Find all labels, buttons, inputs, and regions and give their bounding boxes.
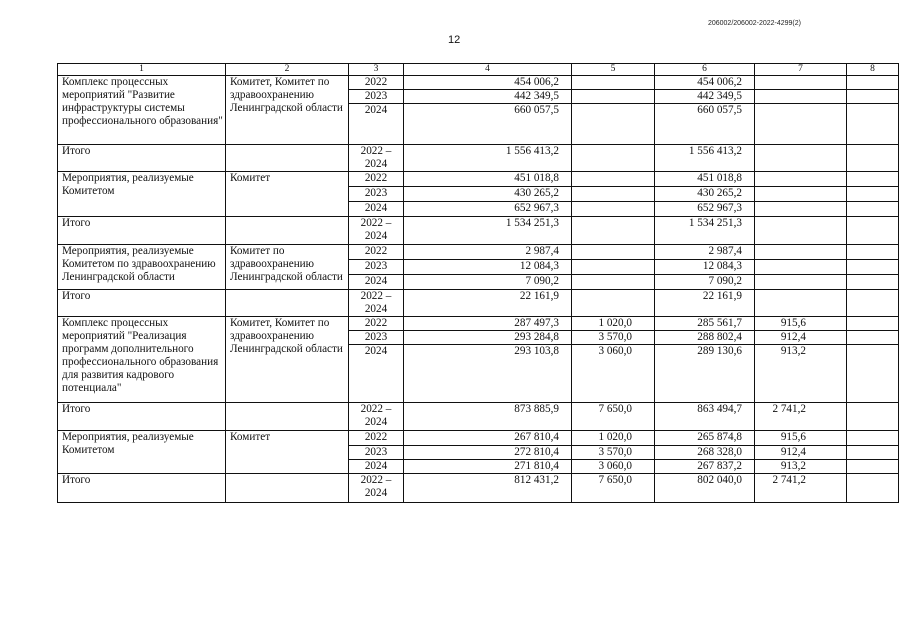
column-6-amount-cell: 2 987,4 — [655, 245, 755, 260]
total-amount-cell: 430 265,2 — [404, 187, 572, 202]
column-8-amount-cell — [847, 403, 899, 431]
total-amount-cell: 12 084,3 — [404, 260, 572, 275]
column-6-amount-cell: 285 561,7 — [655, 317, 755, 331]
total-label-cell: Итого — [58, 474, 226, 503]
year-cell: 2023 — [349, 187, 404, 202]
total-amount-cell: 271 810,4 — [404, 460, 572, 474]
budget-table — [57, 63, 899, 503]
total-amount-cell: 1 556 413,2 — [404, 145, 572, 172]
column-8-amount-cell — [847, 187, 899, 202]
period-cell: 2022 – 2024 — [349, 217, 404, 245]
column-8-amount-cell — [847, 245, 899, 260]
column-8-amount-cell — [847, 90, 899, 104]
column-7-amount-cell — [755, 90, 847, 104]
column-8-amount-cell — [847, 217, 899, 245]
column-5-amount-cell — [572, 187, 655, 202]
year-cell: 2022 — [349, 317, 404, 331]
column-5-amount-cell — [572, 245, 655, 260]
column-header: 8 — [847, 64, 899, 76]
column-6-amount-cell: 22 161,9 — [655, 290, 755, 317]
column-7-amount-cell — [755, 172, 847, 187]
column-7-amount-cell: 912,4 — [755, 331, 847, 345]
year-cell: 2024 — [349, 345, 404, 403]
executor-cell: Комитет — [226, 172, 349, 217]
empty-executor-cell — [226, 403, 349, 431]
column-5-amount-cell: 7 650,0 — [572, 474, 655, 503]
year-cell: 2022 — [349, 76, 404, 90]
period-cell: 2022 – 2024 — [349, 145, 404, 172]
empty-executor-cell — [226, 474, 349, 503]
year-cell: 2022 — [349, 245, 404, 260]
total-amount-cell: 267 810,4 — [404, 431, 572, 446]
column-7-amount-cell — [755, 76, 847, 90]
column-8-amount-cell — [847, 290, 899, 317]
column-6-amount-cell: 454 006,2 — [655, 76, 755, 90]
column-6-amount-cell: 1 534 251,3 — [655, 217, 755, 245]
column-5-amount-cell: 3 570,0 — [572, 446, 655, 460]
column-7-amount-cell — [755, 104, 847, 145]
total-label-cell: Итого — [58, 145, 226, 172]
column-number-row — [58, 64, 899, 76]
column-6-amount-cell: 442 349,5 — [655, 90, 755, 104]
total-amount-cell: 652 967,3 — [404, 202, 572, 217]
column-7-amount-cell — [755, 245, 847, 260]
column-8-amount-cell — [847, 474, 899, 503]
total-amount-cell: 22 161,9 — [404, 290, 572, 317]
total-amount-cell: 1 534 251,3 — [404, 217, 572, 245]
year-cell: 2024 — [349, 104, 404, 145]
total-label-cell: Итого — [58, 217, 226, 245]
total-amount-cell: 287 497,3 — [404, 317, 572, 331]
executor-cell: Комитет по здравоохранению Ленинградской области — [226, 245, 349, 290]
total-amount-cell: 293 284,8 — [404, 331, 572, 345]
column-5-amount-cell — [572, 76, 655, 90]
column-5-amount-cell — [572, 145, 655, 172]
column-header: 7 — [755, 64, 847, 76]
column-6-amount-cell: 1 556 413,2 — [655, 145, 755, 172]
year-cell: 2023 — [349, 90, 404, 104]
column-6-amount-cell: 265 874,8 — [655, 431, 755, 446]
total-row — [58, 145, 899, 172]
column-header: 4 — [404, 64, 572, 76]
column-6-amount-cell: 12 084,3 — [655, 260, 755, 275]
column-6-amount-cell: 652 967,3 — [655, 202, 755, 217]
total-amount-cell: 2 987,4 — [404, 245, 572, 260]
column-header: 3 — [349, 64, 404, 76]
total-amount-cell: 272 810,4 — [404, 446, 572, 460]
empty-executor-cell — [226, 290, 349, 317]
total-amount-cell: 660 057,5 — [404, 104, 572, 145]
year-row — [58, 317, 899, 331]
executor-cell: Комитет, Комитет по здравоохранению Ленинградской области — [226, 317, 349, 403]
column-8-amount-cell — [847, 431, 899, 446]
column-5-amount-cell — [572, 275, 655, 290]
column-header: 2 — [226, 64, 349, 76]
executor-cell: Комитет — [226, 431, 349, 474]
column-7-amount-cell — [755, 217, 847, 245]
column-7-amount-cell: 913,2 — [755, 345, 847, 403]
column-8-amount-cell — [847, 345, 899, 403]
column-8-amount-cell — [847, 317, 899, 331]
column-5-amount-cell — [572, 104, 655, 145]
column-5-amount-cell — [572, 260, 655, 275]
column-8-amount-cell — [847, 145, 899, 172]
column-8-amount-cell — [847, 202, 899, 217]
column-8-amount-cell — [847, 76, 899, 90]
column-header: 1 — [58, 64, 226, 76]
period-cell: 2022 – 2024 — [349, 474, 404, 503]
column-6-amount-cell: 267 837,2 — [655, 460, 755, 474]
page-number: 12 — [448, 34, 461, 46]
year-cell: 2024 — [349, 460, 404, 474]
column-5-amount-cell: 7 650,0 — [572, 403, 655, 431]
executor-cell: Комитет, Комитет по здравоохранению Ленинградской области — [226, 76, 349, 145]
column-5-amount-cell: 1 020,0 — [572, 317, 655, 331]
column-6-amount-cell: 268 328,0 — [655, 446, 755, 460]
column-7-amount-cell: 912,4 — [755, 446, 847, 460]
column-5-amount-cell: 3 060,0 — [572, 345, 655, 403]
program-name-cell: Мероприятия, реализуемые Комитетом — [58, 172, 226, 217]
year-cell: 2022 — [349, 431, 404, 446]
year-row — [58, 172, 899, 187]
column-5-amount-cell — [572, 202, 655, 217]
column-8-amount-cell — [847, 446, 899, 460]
year-cell: 2023 — [349, 260, 404, 275]
column-6-amount-cell: 289 130,6 — [655, 345, 755, 403]
column-6-amount-cell: 660 057,5 — [655, 104, 755, 145]
column-8-amount-cell — [847, 172, 899, 187]
period-cell: 2022 – 2024 — [349, 290, 404, 317]
year-cell: 2022 — [349, 172, 404, 187]
column-7-amount-cell — [755, 290, 847, 317]
column-7-amount-cell: 913,2 — [755, 460, 847, 474]
program-name-cell: Мероприятия, реализуемые Комитетом — [58, 431, 226, 474]
column-5-amount-cell — [572, 90, 655, 104]
total-row — [58, 474, 899, 503]
program-name-cell: Комплекс процессных мероприятий "Реализация программ дополнительного профессионального образования для развития кадрового потенциала" — [58, 317, 226, 403]
empty-executor-cell — [226, 145, 349, 172]
total-row — [58, 290, 899, 317]
program-name-cell: Мероприятия, реализуемые Комитетом по здравоохранению Ленинградской области — [58, 245, 226, 290]
column-8-amount-cell — [847, 104, 899, 145]
column-header: 5 — [572, 64, 655, 76]
column-7-amount-cell — [755, 187, 847, 202]
program-name-cell: Комплекс процессных мероприятий "Развитие инфраструктуры системы профессионального образования" — [58, 76, 226, 145]
column-5-amount-cell: 1 020,0 — [572, 431, 655, 446]
column-7-amount-cell — [755, 260, 847, 275]
year-row — [58, 245, 899, 260]
column-8-amount-cell — [847, 460, 899, 474]
total-amount-cell: 454 006,2 — [404, 76, 572, 90]
column-8-amount-cell — [847, 260, 899, 275]
column-6-amount-cell: 863 494,7 — [655, 403, 755, 431]
total-amount-cell: 451 018,8 — [404, 172, 572, 187]
year-row — [58, 431, 899, 446]
column-8-amount-cell — [847, 275, 899, 290]
period-cell: 2022 – 2024 — [349, 403, 404, 431]
year-cell: 2024 — [349, 202, 404, 217]
column-5-amount-cell — [572, 172, 655, 187]
column-7-amount-cell: 2 741,2 — [755, 474, 847, 503]
column-7-amount-cell — [755, 145, 847, 172]
column-7-amount-cell — [755, 202, 847, 217]
year-cell: 2024 — [349, 275, 404, 290]
column-5-amount-cell: 3 570,0 — [572, 331, 655, 345]
total-row — [58, 403, 899, 431]
document-id: 206002/206002-2022-4299(2) — [707, 20, 801, 27]
total-label-cell: Итого — [58, 403, 226, 431]
column-7-amount-cell: 2 741,2 — [755, 403, 847, 431]
column-5-amount-cell: 3 060,0 — [572, 460, 655, 474]
total-row — [58, 217, 899, 245]
total-amount-cell: 812 431,2 — [404, 474, 572, 503]
column-6-amount-cell: 451 018,8 — [655, 172, 755, 187]
column-5-amount-cell — [572, 217, 655, 245]
total-amount-cell: 873 885,9 — [404, 403, 572, 431]
column-8-amount-cell — [847, 331, 899, 345]
column-7-amount-cell — [755, 275, 847, 290]
year-row — [58, 76, 899, 90]
total-amount-cell: 442 349,5 — [404, 90, 572, 104]
column-6-amount-cell: 7 090,2 — [655, 275, 755, 290]
column-7-amount-cell: 915,6 — [755, 317, 847, 331]
column-5-amount-cell — [572, 290, 655, 317]
total-amount-cell: 293 103,8 — [404, 345, 572, 403]
column-header: 6 — [655, 64, 755, 76]
column-6-amount-cell: 288 802,4 — [655, 331, 755, 345]
empty-executor-cell — [226, 217, 349, 245]
column-7-amount-cell: 915,6 — [755, 431, 847, 446]
total-amount-cell: 7 090,2 — [404, 275, 572, 290]
column-6-amount-cell: 430 265,2 — [655, 187, 755, 202]
column-6-amount-cell: 802 040,0 — [655, 474, 755, 503]
total-label-cell: Итого — [58, 290, 226, 317]
year-cell: 2023 — [349, 446, 404, 460]
year-cell: 2023 — [349, 331, 404, 345]
